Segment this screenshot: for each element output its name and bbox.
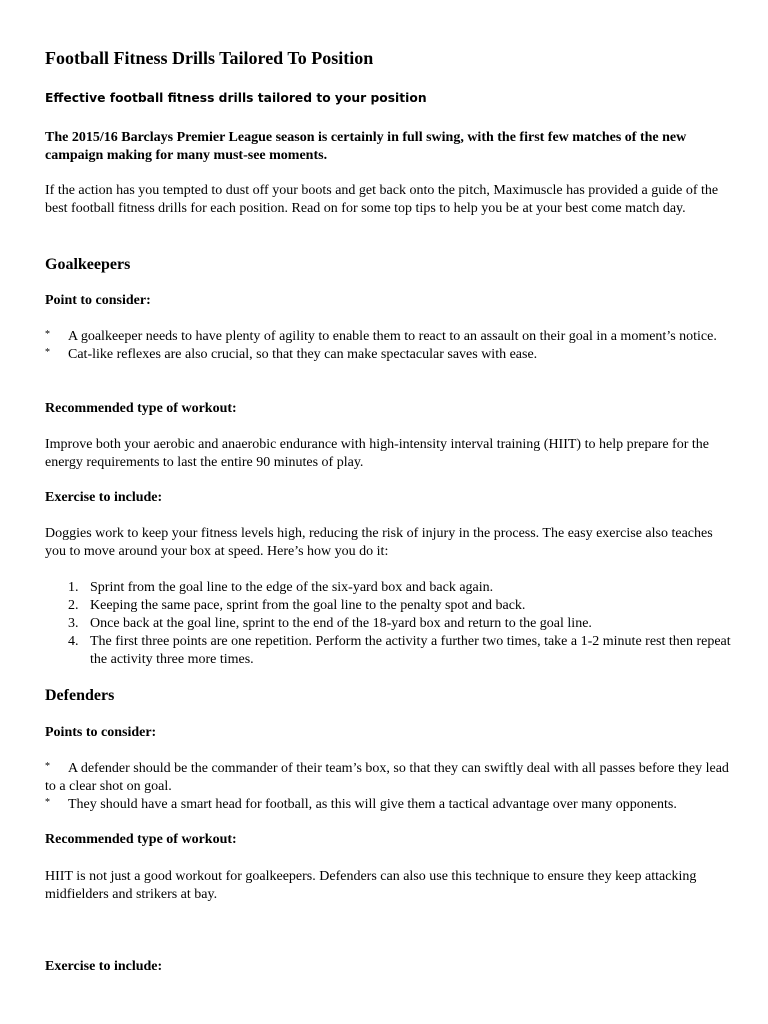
list-item [45, 579, 735, 597]
goalkeepers-exercise-text: Doggies work to keep your fitness levels high, reducing the risk of injury in the process. The easy exercise also teaches you to move around your box at speed. Here’s how you do it: [45, 526, 713, 559]
goalkeepers-workout-heading: Recommended type of workout: [45, 401, 237, 416]
bullet-text: They should have a smart head for football, as this will give them a tactical advantage over many opponents. [68, 797, 677, 812]
bullet-text: Cat-like reflexes are also crucial, so that they can make spectacular saves with ease. [68, 347, 538, 362]
goalkeepers-bullet-list [45, 328, 735, 364]
defenders-bullet-list [45, 760, 735, 814]
asterisk-bullet-icon: * [45, 797, 50, 808]
goalkeepers-workout-text: Improve both your aerobic and anaerobic endurance with high-intensity interval training (HIIT) to help prepare for the energy requirements to last the entire 90 minutes of play. [45, 437, 709, 470]
asterisk-bullet-icon: * [45, 761, 50, 772]
goalkeepers-consider-heading: Point to consider: [45, 293, 151, 308]
step-text: The first three points are one repetition. Perform the activity a further two times, take a 1-2 minute rest then repeat the activity three more times. [90, 634, 731, 667]
page-title: Football Fitness Drills Tailored To Position [45, 48, 374, 68]
list-item [45, 633, 735, 669]
step-text: Once back at the goal line, sprint to the end of the 18-yard box and return to the goal line. [90, 616, 592, 631]
intro-bold-paragraph: The 2015/16 Barclays Premier League season is certainly in full swing, with the first few matches of the new campaign making for many must-see moments. [45, 130, 687, 163]
goalkeepers-steps-list [45, 579, 735, 669]
asterisk-bullet-icon: * [45, 347, 50, 358]
defenders-exercise-heading: Exercise to include: [45, 959, 163, 974]
bullet-text: A defender should be the commander of their team’s box, so that they can swiftly deal with all passes before they lead to a clear shot on goal. [45, 761, 729, 794]
step-text: Keeping the same pace, sprint from the goal line to the penalty spot and back. [90, 598, 526, 613]
defenders-workout-heading: Recommended type of workout: [45, 832, 237, 847]
step-number: 3. [68, 616, 79, 631]
defenders-heading: Defenders [45, 687, 115, 704]
bullet-item [45, 328, 735, 346]
step-number: 2. [68, 598, 79, 613]
defenders-consider-heading: Points to consider: [45, 725, 157, 740]
defenders-workout-text: HIIT is not just a good workout for goalkeepers. Defenders can also use this technique to ensure they keep attacking midfielders and strikers at bay. [45, 869, 697, 902]
goalkeepers-heading: Goalkeepers [45, 256, 131, 273]
step-number: 1. [68, 580, 79, 595]
bullet-item [45, 346, 735, 364]
goalkeepers-exercise-heading: Exercise to include: [45, 490, 163, 505]
list-item [45, 597, 735, 615]
list-item [45, 615, 735, 633]
bullet-item [45, 760, 735, 796]
bullet-text: A goalkeeper needs to have plenty of agility to enable them to react to an assault on their goal in a moment’s notice. [68, 329, 717, 344]
asterisk-bullet-icon: * [45, 329, 50, 340]
page-subtitle: Effective football fitness drills tailored to your position [45, 91, 427, 105]
step-text: Sprint from the goal line to the edge of the six-yard box and back again. [90, 580, 494, 595]
step-number: 4. [68, 634, 79, 649]
intro-paragraph: If the action has you tempted to dust off your boots and get back onto the pitch, Maximuscle has provided a guide of the best football fitness drills for each position. Read on for some top tips to help you be at your best come match day. [45, 183, 719, 216]
bullet-item [45, 796, 735, 814]
